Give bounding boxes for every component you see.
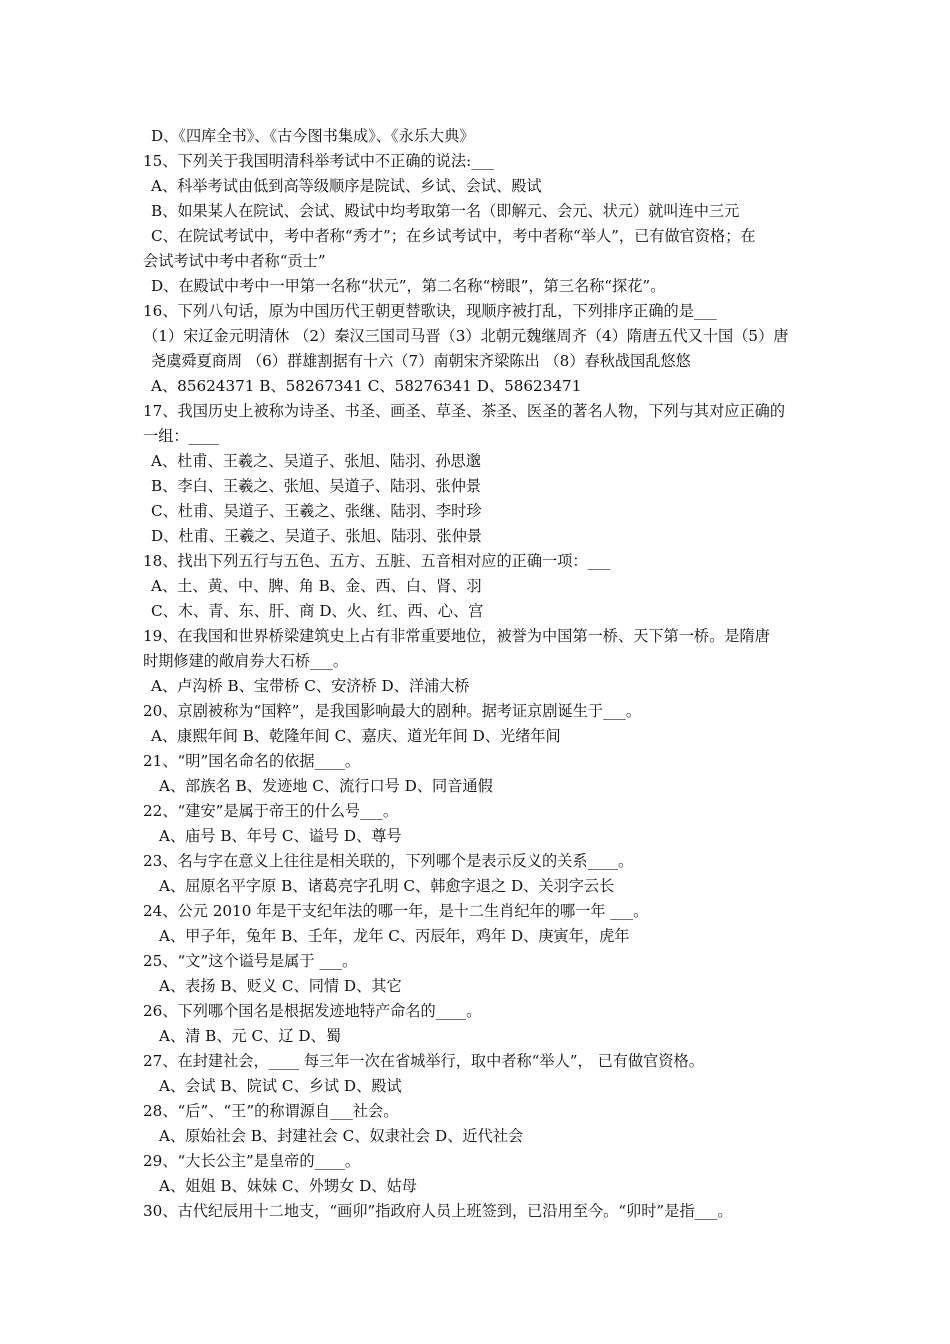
text-line: A、杜甫、王羲之、吴道子、张旭、陆羽、孙思邈 (151, 452, 481, 470)
text-line: 29、“大长公主”是皇帝的____。 (143, 1152, 361, 1170)
text-line: 25、“文”这个谥号是属于 ___。 (143, 952, 358, 970)
text-line: A、会试 B、院试 C、乡试 D、殿试 (159, 1077, 402, 1095)
text-line: 22、“建安”是属于帝王的什么号___。 (143, 802, 399, 820)
text-line: A、原始社会 B、封建社会 C、奴隶社会 D、近代社会 (159, 1127, 524, 1145)
text-line: 19、在我国和世界桥梁建筑史上占有非常重要地位，被誉为中国第一桥、天下第一桥。是隋唐 (143, 627, 770, 645)
text-line: 尧虞舜夏商周 （6）群雄割据有十六（7）南朝宋齐梁陈出 （8）春秋战国乱悠悠 (151, 352, 691, 370)
text-line: A、清 B、元 C、辽 D、蜀 (159, 1027, 341, 1045)
text-line: A、康熙年间 B、乾隆年间 C、嘉庆、道光年间 D、光绪年间 (151, 727, 561, 745)
text-line: 21、“明”国名命名的依据____。 (143, 752, 361, 770)
text-line: D、在殿试中考中一甲第一名称“状元”，第二名称“榜眼”，第三名称“探花”。 (151, 277, 666, 295)
text-line: A、科举考试由低到高等级顺序是院试、乡试、会试、殿试 (151, 177, 542, 195)
text-line: 会试考试中考中者称“贡士” (143, 252, 326, 270)
text-line: C、木、青、东、肝、商 D、火、红、西、心、宫 (151, 602, 484, 620)
text-line: 28、“后”、“王”的称谓源自___社会。 (143, 1102, 399, 1120)
text-line: 24、公元 2010 年是干支纪年法的哪一年，是十二生肖纪年的哪一年 ___。 (143, 902, 649, 920)
text-line: A、表扬 B、贬义 C、同情 D、其它 (159, 977, 402, 995)
text-line: 20、京剧被称为“国粹”，是我国影响最大的剧种。据考证京剧诞生于___。 (143, 702, 642, 720)
text-line: A、屈原名平字原 B、诸葛亮字孔明 C、韩愈字退之 D、关羽字云长 (159, 877, 615, 895)
text-line: 30、古代纪辰用十二地支，“画卯”指政府人员上班签到，已沿用至今。“卯时”是指___。 (143, 1202, 733, 1220)
question-text-body (143, 124, 823, 1224)
text-line: A、姐姐 B、妹妹 C、外甥女 D、姑母 (159, 1177, 417, 1195)
text-line: C、杜甫、吴道子、王羲之、张继、陆羽、李时珍 (151, 502, 482, 520)
text-line: 17、我国历史上被称为诗圣、书圣、画圣、草圣、茶圣、医圣的著名人物，下列与其对应正确的 (143, 402, 786, 420)
text-line: A、85624371 B、58267341 C、58276341 D、58623471 (151, 377, 582, 395)
text-line: （1）宋辽金元明清休 （2）秦汉三国司马晋（3）北朝元魏继周齐（4）隋唐五代又十国（5）唐 (143, 327, 789, 345)
text-line: 27、在封建社会，____ 每三年一次在省城举行，取中者称“举人”， 已有做官资格。 (143, 1052, 704, 1070)
text-line: 时期修建的敞肩券大石桥___。 (143, 652, 349, 670)
text-line: A、卢沟桥 B、宝带桥 C、安济桥 D、洋浦大桥 (151, 677, 470, 695)
text-line: 一组：____ (143, 427, 219, 445)
text-line: C、在院试考试中，考中者称“秀才”；在乡试考试中，考中者称“举人”，已有做官资格；在 (151, 227, 756, 245)
text-line: D、《四库全书》、《古今图书集成》、《永乐大典》 (151, 127, 475, 145)
text-line: 18、找出下列五行与五色、五方、五脏、五音相对应的正确一项：___ (143, 552, 611, 570)
text-line: A、土、黄、中、脾、角 B、金、西、白、肾、羽 (151, 577, 482, 595)
text-line: A、甲子年，兔年 B、壬年，龙年 C、丙辰年，鸡年 D、庚寅年，虎年 (159, 927, 630, 945)
text-line: A、部族名 B、发迹地 C、流行口号 D、同音通假 (159, 777, 493, 795)
text-line: 23、名与字在意义上往往是相关联的，下列哪个是表示反义的关系____。 (143, 852, 634, 870)
text-line: B、李白、王羲之、张旭、吴道子、陆羽、张仲景 (151, 477, 482, 495)
text-line: B、如果某人在院试、会试、殿试中均考取第一名（即解元、会元、状元）就叫连中三元 (151, 202, 740, 220)
text-line: 16、下列八句话，原为中国历代王朝更替歌诀，现顺序被打乱，下列排序正确的是___ (143, 302, 717, 320)
text-line: D、杜甫、王羲之、吴道子、张旭、陆羽、张仲景 (151, 527, 483, 545)
text-line: 15、下列关于我国明清科举考试中不正确的说法:___ (143, 152, 494, 170)
text-line: A、庙号 B、年号 C、谥号 D、尊号 (159, 827, 402, 845)
text-line: 26、下列哪个国名是根据发迹地特产命名的____。 (143, 1002, 482, 1020)
